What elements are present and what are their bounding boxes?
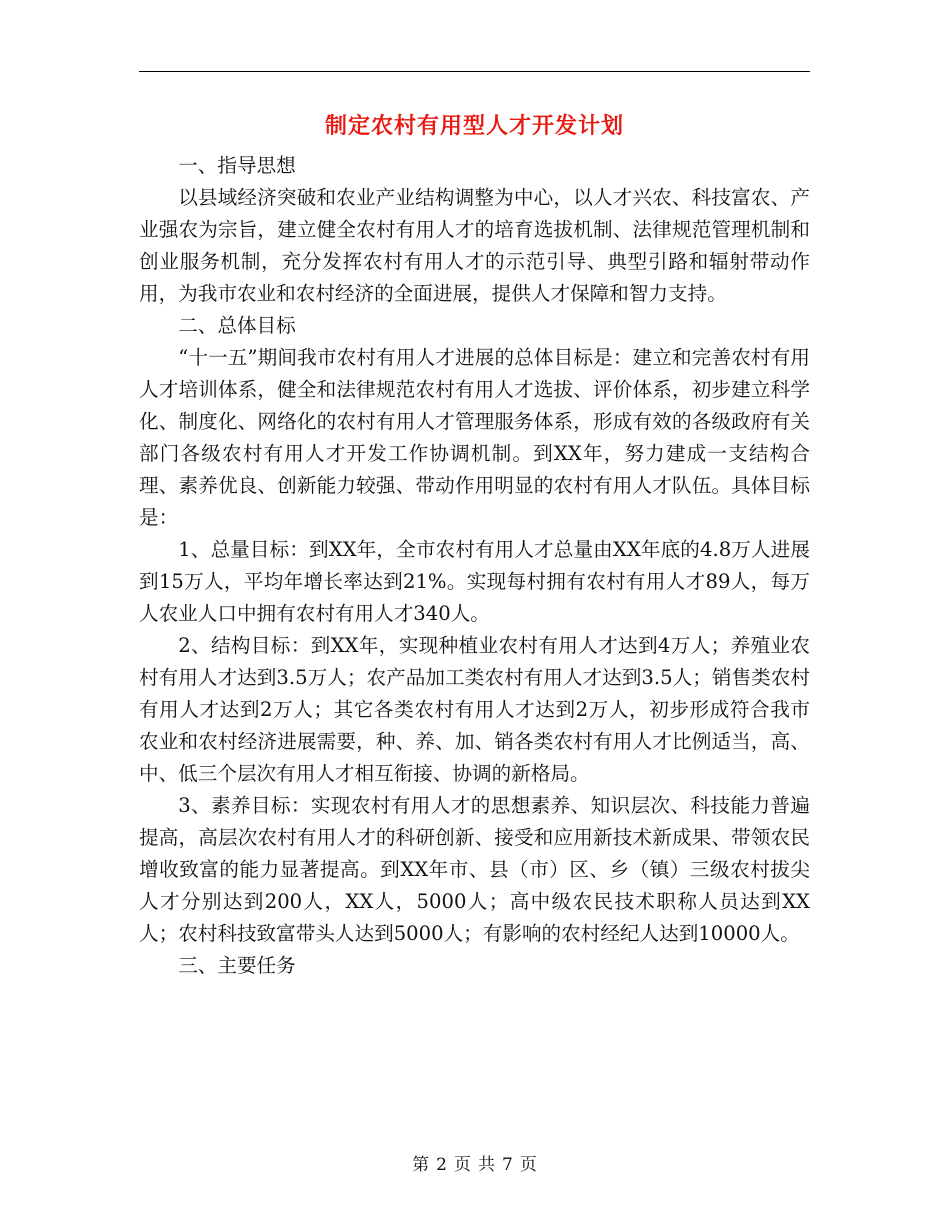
paragraph: “十一五”期间我市农村有用人才进展的总体目标是：建立和完善农村有用人才培训体系，健全和法律规范农村有用人才选拔、评价体系，初步建立科学化、制度化、网络化的农村有用人才管理服务体系，形成有效的各级政府有关部门各级农村有用人才开发工作协调机制。到XX年，努力建成一支结构合理、素养优良、创新能力较强、带动作用明显的农村有用人才队伍。具体目标是： [139,346,810,529]
paragraph: 2、结构目标：到XX年，实现种植业农村有用人才达到4万人；养殖业农村有用人才达到3.5万人；农产品加工类农村有用人才达到3.5人；销售类农村有用人才达到2万人；其它各类农村有用人才达到2万人，初步形成符合我市农业和农村经济进展需要，种、养、加、销各类农村有用人才比例适当，高、中、低三个层次有用人才相互衔接、协调的新格局。 [139,634,810,785]
section-heading: 二、总体目标 [178,314,296,337]
section-heading: 一、指导思想 [178,154,296,177]
page-footer [0,1150,950,1180]
footer-total-pages: 7 [502,1155,514,1175]
footer-page-unit: 页 [454,1155,472,1175]
footer-total-prefix: 共 [478,1155,496,1175]
footer-page-number: 2 [436,1155,448,1175]
header-rule [139,71,810,72]
footer-total-unit: 页 [519,1155,538,1175]
section-heading: 三、主要任务 [178,954,296,977]
document-title: 制定农村有用型人才开发计划 [324,113,624,139]
document-body [139,150,810,982]
paragraph: 3、素养目标：实现农村有用人才的思想素养、知识层次、科技能力普遍提高，高层次农村有用人才的科研创新、接受和应用新技术新成果、带领农民增收致富的能力显著提高。到XX年市、县（市）区、乡（镇）三级农村拔尖人才分别达到200人，XX人，5000人；高中级农民技术职称人员达到XX人；农村科技致富带头人达到5000人；有影响的农村经纪人达到10000人。 [139,794,810,945]
paragraph: 以县域经济突破和农业产业结构调整为中心，以人才兴农、科技富农、产业强农为宗旨，建立健全农村有用人才的培育选拔机制、法律规范管理机制和创业服务机制，充分发挥农村有用人才的示范引导、典型引路和辐射带动作用，为我市农业和农村经济的全面进展，提供人才保障和智力支持。 [139,186,810,305]
paragraph: 1、总量目标：到XX年，全市农村有用人才总量由XX年底的4.8万人进展到15万人，平均年增长率达到21%。实现每村拥有农村有用人才89人，每万人农业人口中拥有农村有用人才340人。 [139,538,810,625]
footer-page-prefix: 第 [412,1155,431,1175]
